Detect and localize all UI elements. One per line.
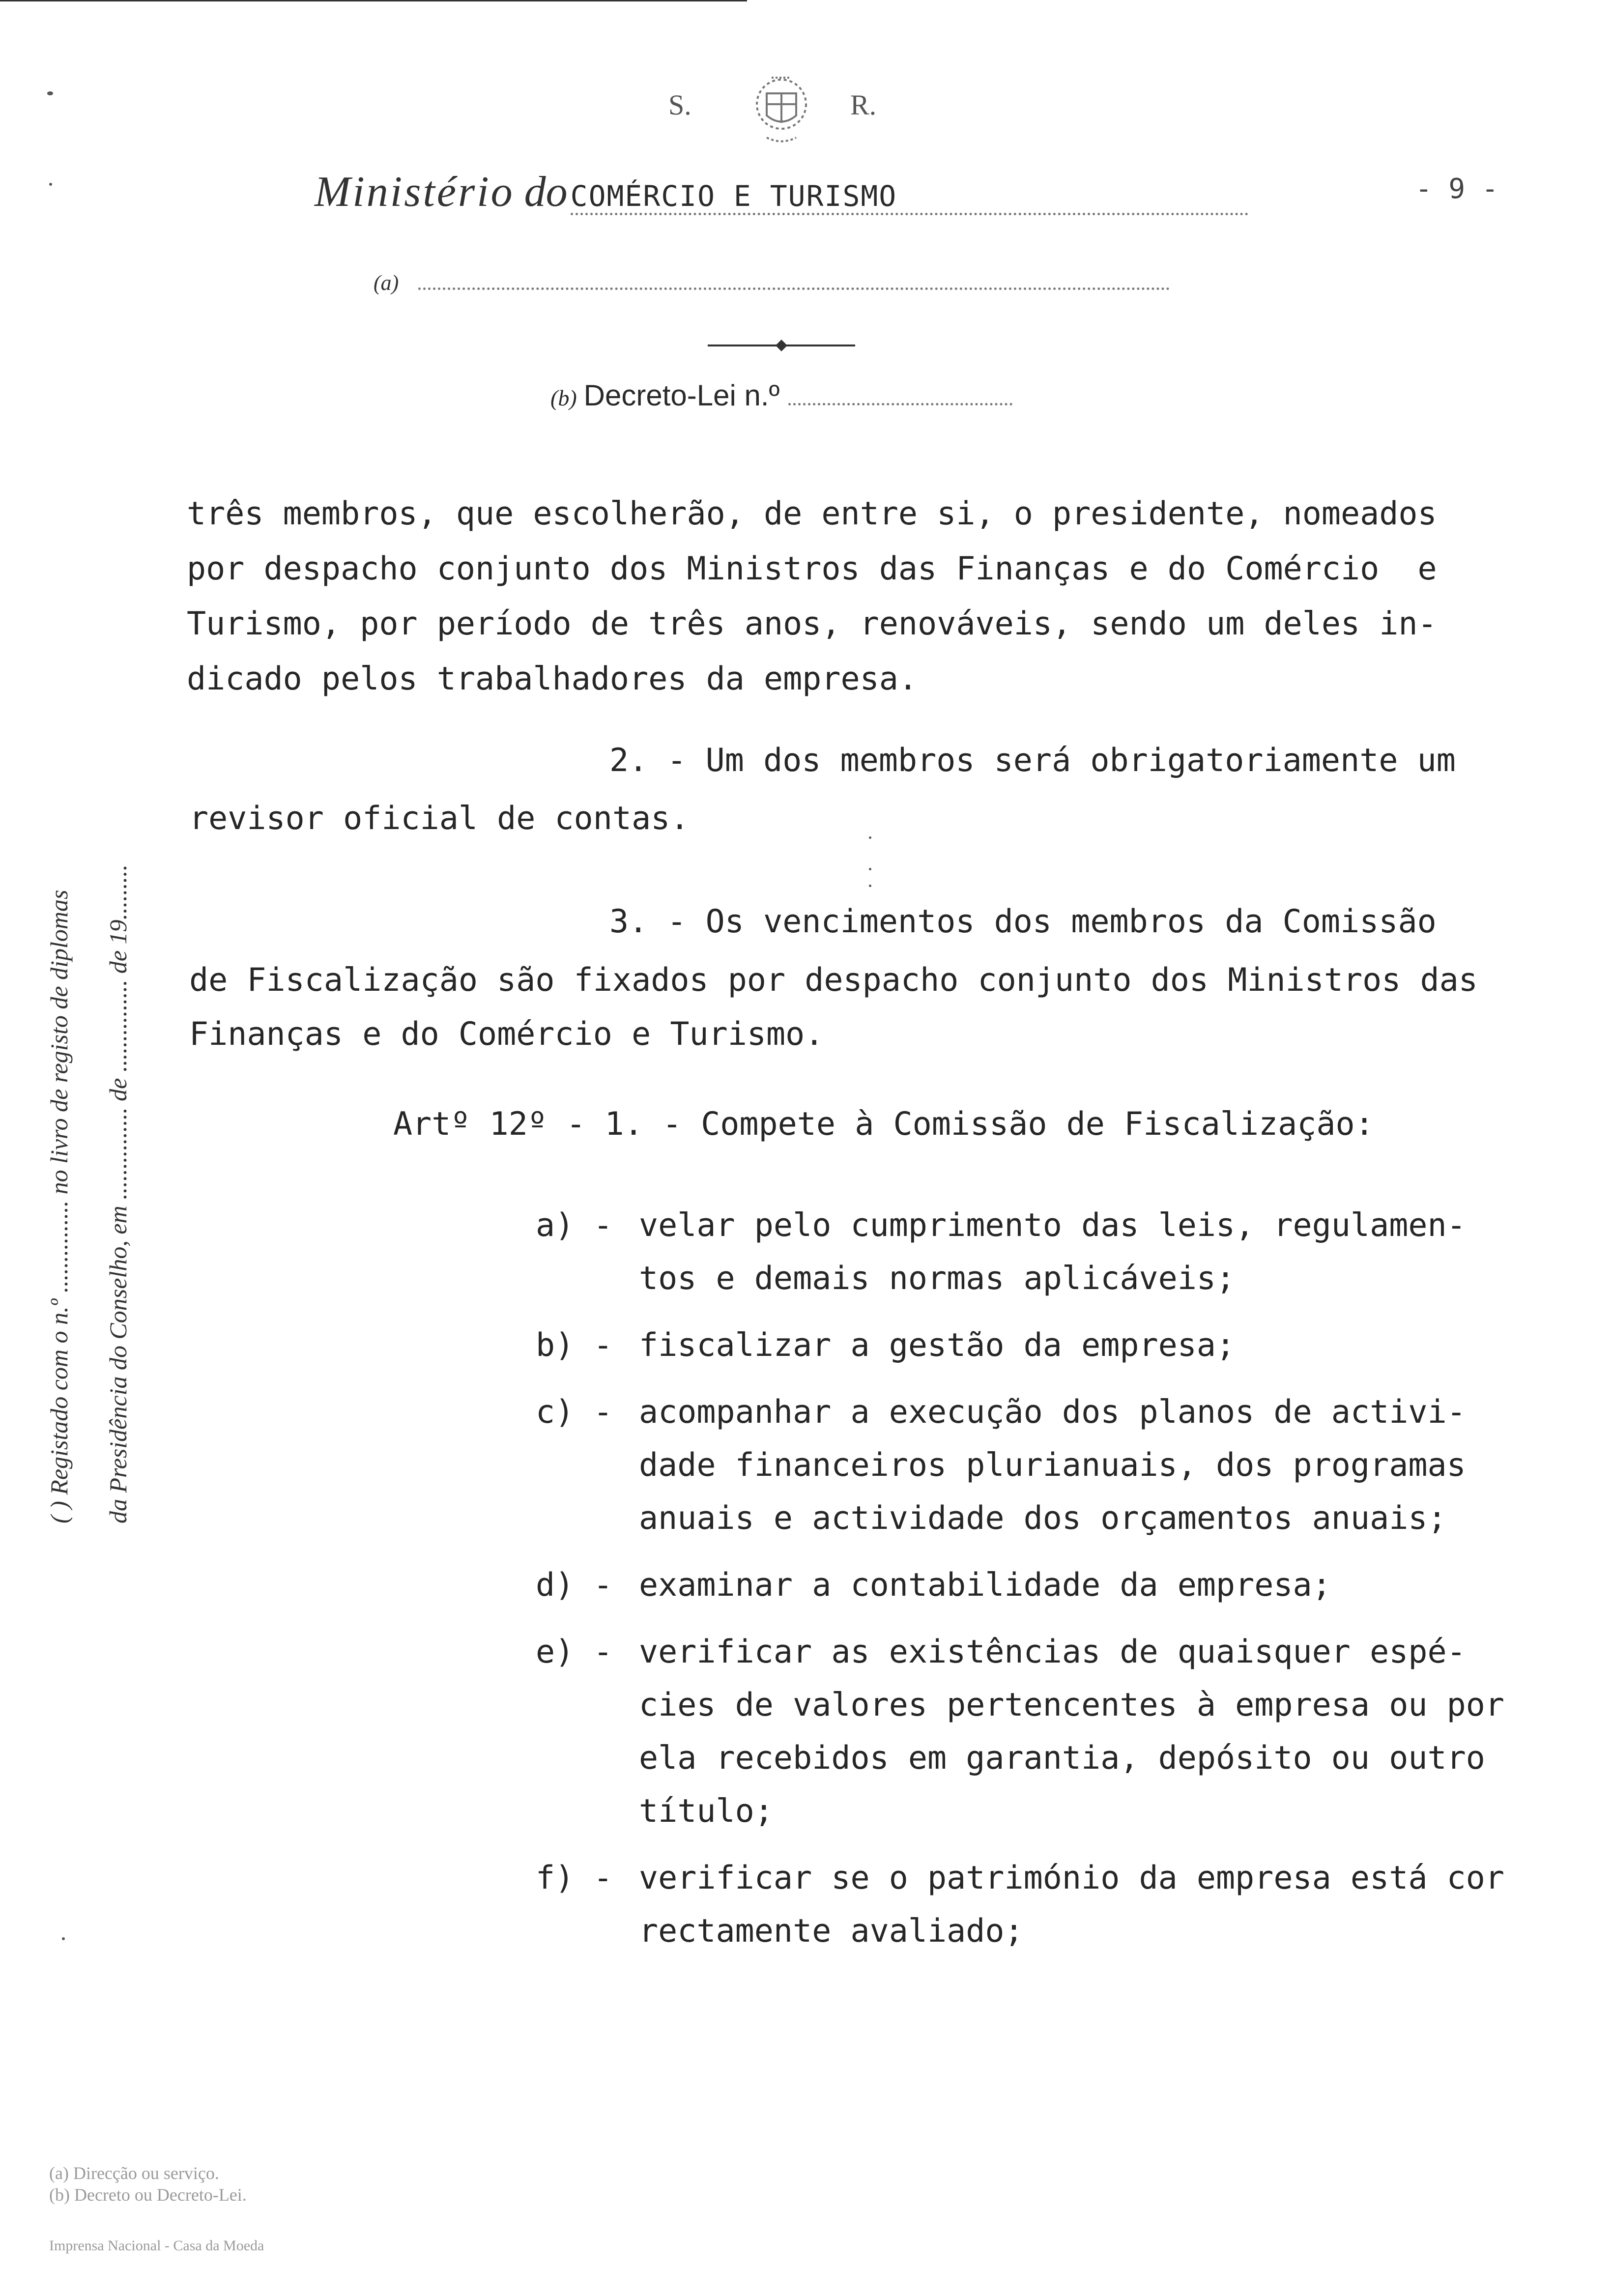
text-line: título; <box>639 1793 774 1830</box>
emblem-left-letter: S. <box>668 89 691 121</box>
list-item-text <box>639 1386 1558 1545</box>
paragraph-2-second-line: revisor oficial de contas. <box>189 800 690 837</box>
scan-speck <box>47 91 53 95</box>
paragraph-2-first-line: 2. - Um dos membros será obrigatoriamente um <box>609 742 1456 779</box>
scan-speck <box>62 1937 65 1940</box>
text-line: fiscalizar a gestão da empresa; <box>639 1327 1236 1364</box>
service-field-label: (a) <box>374 271 399 295</box>
service-field <box>374 270 1170 295</box>
footnote-a: (a) Direcção ou serviço. <box>49 2163 219 2183</box>
text-line: tos e demais normas aplicáveis; <box>639 1260 1236 1297</box>
footnote-b: (b) Decreto ou Decreto-Lei. <box>49 2185 247 2205</box>
list-item-text <box>639 1852 1558 1958</box>
ministry-heading <box>315 167 1248 217</box>
decree-heading <box>550 378 1012 412</box>
margin-note-line-2: da Presidência do Conselho, em ............... de ............... de 19......... <box>104 864 132 1523</box>
text-line: velar pelo cumprimento das leis, regulamen- <box>639 1207 1466 1244</box>
text-line: de Fiscalização são fixados por despacho conjunto dos Ministros das <box>189 962 1478 999</box>
text-line: examinar a contabilidade da empresa; <box>639 1567 1331 1604</box>
text-line: acompanhar a execução dos planos de activi- <box>639 1394 1466 1431</box>
scan-speck <box>49 183 52 186</box>
service-field-dotted-line <box>418 278 1170 290</box>
text-line: ela recebidos em garantia, depósito ou outro <box>639 1740 1485 1777</box>
decree-footnote-mark: (b) <box>550 385 577 410</box>
paragraph-1 <box>187 487 1524 707</box>
list-item <box>536 1199 1558 1305</box>
coat-of-arms-icon <box>732 69 831 147</box>
text-line: verificar as existências de quaisquer espé- <box>639 1634 1466 1670</box>
text-line: rectamente avaliado; <box>639 1913 1024 1950</box>
text-line: dicado pelos trabalhadores da empresa. <box>187 660 918 697</box>
list-item <box>536 1559 1558 1612</box>
text-line: três membros, que escolherão, de entre si, o presidente, nomeados <box>187 495 1437 532</box>
decree-number-dotted-line <box>788 393 1012 405</box>
page-number: - 9 - <box>1415 173 1498 205</box>
text-line: anuais e actividade dos orçamentos anuais; <box>639 1500 1447 1537</box>
competences-list <box>536 1199 1558 1972</box>
text-line: Finanças e do Comércio e Turismo. <box>189 1016 824 1053</box>
list-item-text <box>639 1319 1558 1372</box>
list-item-text <box>639 1559 1558 1612</box>
ministry-label: Ministério <box>315 168 515 216</box>
emblem-right-letter: R. <box>850 89 877 121</box>
ornament-divider <box>708 338 855 353</box>
list-item <box>536 1386 1558 1545</box>
text-line: cies de valores pertencentes à empresa ou por <box>639 1687 1504 1723</box>
text-line: Turismo, por período de três anos, renováveis, sendo um deles in- <box>187 605 1437 642</box>
list-item-text <box>639 1199 1558 1305</box>
top-edge-line <box>0 0 747 1</box>
list-item-key: b) - <box>536 1327 613 1364</box>
list-item-key: a) - <box>536 1207 613 1244</box>
scan-speck <box>869 885 871 887</box>
paragraph-3-first-line: 3. - Os vencimentos dos membros da Comissão <box>609 903 1437 940</box>
list-item-text <box>639 1626 1558 1838</box>
scan-speck <box>869 868 871 870</box>
list-item <box>536 1626 1558 1838</box>
margin-note-line-1: ( ) Registado com o n.º ............... no livro de registo de diplomas <box>45 890 73 1523</box>
list-item-key: e) - <box>536 1634 613 1670</box>
printer-imprint: Imprensa Nacional - Casa da Moeda <box>49 2238 264 2254</box>
list-item-key: f) - <box>536 1860 613 1896</box>
list-item <box>536 1319 1558 1372</box>
article-12-heading: Artº 12º - 1. - Compete à Comissão de Fiscalização: <box>393 1106 1374 1143</box>
scan-speck <box>869 836 871 839</box>
list-item-key: c) - <box>536 1394 613 1431</box>
text-line: verificar se o património da empresa está cor <box>639 1860 1504 1896</box>
decree-label: Decreto-Lei n.º <box>583 379 780 412</box>
letterhead-emblem <box>659 69 914 147</box>
list-item-key: d) - <box>536 1567 613 1604</box>
list-item <box>536 1852 1558 1958</box>
ministry-preposition: do <box>524 168 568 216</box>
ministry-name-field: COMÉRCIO E TURISMO <box>571 179 1248 215</box>
text-line: por despacho conjunto dos Ministros das Finanças e do Comércio e <box>187 550 1437 587</box>
text-line: dade financeiros plurianuais, dos programas <box>639 1447 1466 1484</box>
paragraph-3 <box>189 953 1536 1062</box>
registration-margin-note <box>29 590 147 1523</box>
footnotes <box>49 2162 264 2257</box>
